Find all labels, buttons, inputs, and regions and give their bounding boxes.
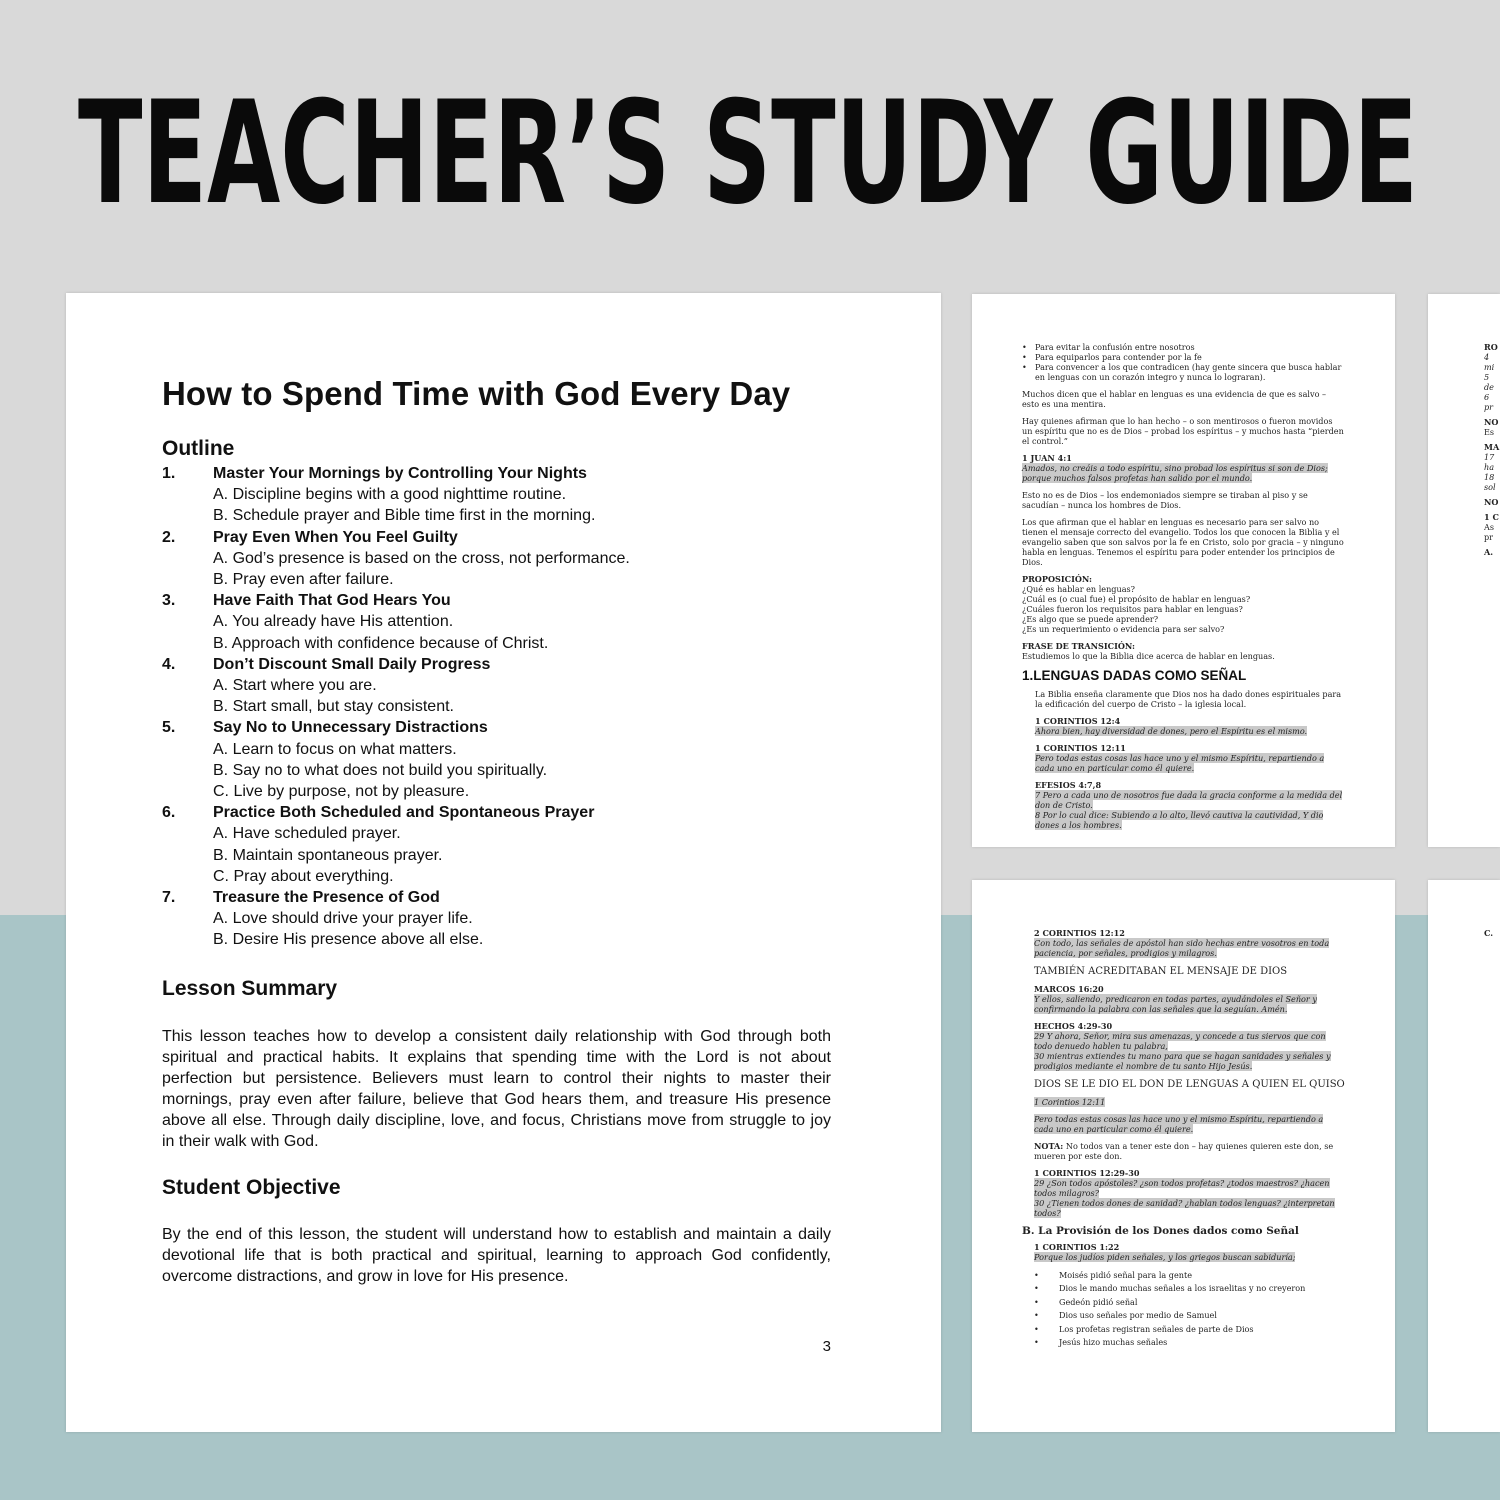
verse-ref: 1 CORINTIOS 1:22 [1034, 1242, 1120, 1252]
outline-item [162, 654, 831, 718]
paragraph: Hay quienes afirman que lo han hecho – o son mentirosos o fueron movidos un espíritu que no es de Dios – probad los espíritus – y muchos hasta “pierden el control.” [1022, 416, 1344, 446]
fragment: de [1484, 382, 1494, 392]
fragment: 17 [1484, 452, 1495, 462]
outline-subitem: A. Learn to focus on what matters. [213, 740, 457, 758]
outline-item-title: Practice Both Scheduled and Spontaneous Prayer [213, 804, 595, 822]
outline-item [162, 802, 831, 887]
outline-number: 6. [162, 804, 176, 822]
verse-text: Porque los judíos piden señales, y los griegos buscan sabiduría; [1034, 1252, 1296, 1262]
fragment: 6 [1484, 392, 1490, 402]
fragment: pr [1484, 402, 1494, 412]
verse-text: Ahora bien, hay diversidad de dones, pero el Espíritu es el mismo. [1035, 726, 1308, 736]
verse-ref: 2 CORINTIOS 12:12 [1034, 928, 1125, 938]
outline-subitem: C. Pray about everything. [213, 867, 394, 885]
outline-item [162, 590, 831, 654]
outline-item-title: Say No to Unnecessary Distractions [213, 719, 488, 737]
verse-text: Pero todas estas cosas las hace uno y el mismo Espíritu, repartiendo a cada uno en particular como él quiere. [1034, 1114, 1324, 1134]
preview-page-4 [1428, 294, 1500, 847]
fragment: mi [1484, 362, 1495, 372]
question: ¿Es algo que se puede aprender? [1022, 614, 1159, 624]
verse-text: 29 Y ahora, Señor, mira sus amenazas, y concede a tus siervos que con todo denuedo hablen tu palabra, [1034, 1031, 1326, 1051]
main-page [66, 293, 941, 1432]
proposition-label: PROPOSICIÓN: [1022, 574, 1093, 584]
transition-text: Estudiemos lo que la Biblia dice acerca de hablar en lenguas. [1022, 651, 1275, 661]
outline-subitem: B. Approach with confidence because of Christ. [213, 634, 549, 652]
summary-text: This lesson teaches how to develop a consistent daily relationship with God through both spiritual and practical habits. It explains that spending time with the Lord is not about perfection but persistence. Believers must learn to control their nights to master their mornings, pray even after failure, believe that God hears them, and treasure His presence above all else. Through daily discipline, love, and focus, Christians move from struggle to joy in their walk with God. [162, 1027, 831, 1150]
outline-heading: Outline [162, 437, 235, 460]
outline-subitem: A. You already have His attention. [213, 613, 454, 631]
outline-subitem: A. Discipline begins with a good nighttime routine. [213, 486, 567, 504]
outline-item [162, 887, 831, 951]
outline-item-title: Don’t Discount Small Daily Progress [213, 655, 491, 673]
list-item: • Jesús hizo muchas señales [1034, 1336, 1345, 1349]
banner-title-text: TEACHER’S STUDY GUIDE [78, 95, 1418, 210]
lesson-title: How to Spend Time with God Every Day [162, 375, 791, 412]
list-item: • Gedeón pidió señal [1034, 1296, 1345, 1309]
fragment: NO [1484, 417, 1499, 427]
verse-ref: MARCOS 16:20 [1034, 984, 1104, 994]
list-item: • Para equiparlos para contender por la fe [1022, 352, 1345, 362]
fragment: 18 [1484, 472, 1495, 482]
list-item: • Moisés pidió señal para la gente [1034, 1269, 1345, 1282]
question: ¿Qué es hablar en lenguas? [1022, 584, 1136, 594]
verse-text: Amados, no creáis a todo espíritu, sino probad los espíritus si son de Dios; porque muchos falsos profetas han salido por el mundo. [1022, 463, 1328, 483]
outline-number: 4. [162, 655, 176, 673]
list-item: • Para convencer a los que contradicen (hay gente sincera que busca hablar en lenguas con un corazón integro y nunca lo lograran). [1022, 362, 1345, 382]
verse-text: 7 Pero a cada uno de nosotros fue dada la gracia conforme a la medida del don de Cristo. [1035, 790, 1343, 810]
bullet-list [1034, 1269, 1345, 1349]
preview-page-5 [1428, 880, 1500, 1432]
outline-item-title: Treasure the Presence of God [213, 889, 440, 907]
outline-subitem: A. Start where you are. [213, 677, 377, 695]
verse-text: 30 mientras extiendes tu mano para que se hagan sanidades y señales y prodigios mediante el nombre de tu santo Hijo Jesús. [1034, 1051, 1331, 1071]
question: ¿Es un requerimiento o evidencia para ser salvo? [1022, 624, 1225, 634]
outline-item-title: Pray Even When You Feel Guilty [213, 528, 458, 546]
fragment: 1 C [1484, 512, 1499, 522]
outline-subitem: B. Schedule prayer and Bible time first in the morning. [213, 507, 596, 525]
outline-subitem: B. Desire His presence above all else. [213, 931, 484, 949]
outline-number: 5. [162, 719, 176, 737]
verse-text: 29 ¿Son todos apóstoles? ¿son todos profetas? ¿todos maestros? ¿hacen todos milagros? [1034, 1178, 1330, 1198]
caption: DIOS SE LE DIO EL DON DE LENGUAS A QUIEN EL QUISO [1034, 1079, 1345, 1090]
question: ¿Cuáles fueron los requisitos para hablar en lenguas? [1022, 604, 1243, 614]
outline-number: 2. [162, 528, 176, 546]
section-heading: 1.LENGUAS DADAS COMO SEÑAL [1022, 668, 1247, 683]
outline-subitem: A. God’s presence is based on the cross, not performance. [213, 549, 630, 567]
paragraph: Los que afirman que el hablar en lenguas es necesario para ser salvo no tienen el mensaje correcto del evangelio. Todos los que conocen la Biblia y el evangelio saben que son salvos por la fe en Cristo, solo por gracia – y ninguno habla en lenguas. Tenemos el espíritu para poder entender los principios de Dios. [1022, 517, 1344, 567]
outline-subitem: A. Have scheduled prayer. [213, 825, 401, 843]
verse-ref: HECHOS 4:29-30 [1034, 1021, 1113, 1031]
fragment: ha [1484, 462, 1495, 472]
paragraph: La Biblia enseña claramente que Dios nos ha dado dones espirituales para la edificación del cuerpo de Cristo – la iglesia local. [1035, 689, 1342, 709]
outline-list [162, 463, 831, 951]
fragment: NO [1484, 497, 1499, 507]
outline-subitem: B. Pray even after failure. [213, 571, 394, 589]
nota-text: No todos van a tener este don – hay quienes quieren este don, se mueren por este don. [1034, 1141, 1334, 1161]
outline-item [162, 463, 831, 527]
paragraph: Esto no es de Dios – los endemoniados siempre se tiraban al piso y se sacudían – nunca los hombres de Dios. [1022, 490, 1308, 510]
fragment: RO [1484, 342, 1498, 352]
verse-text: 30 ¿Tienen todos dones de sanidad? ¿hablan todos lenguas? ¿interpretan todos? [1034, 1198, 1335, 1218]
caption: TAMBIÉN ACREDITABAN EL MENSAJE DE DIOS [1034, 966, 1288, 977]
verse-ref: 1 CORINTIOS 12:4 [1035, 716, 1121, 726]
fragment: 5 [1484, 372, 1490, 382]
bullet-list [1022, 342, 1345, 382]
verse-text: Con todo, las señales de apóstol han sido hechas entre vosotros en toda paciencia, por señales, prodigios y milagros. [1034, 938, 1330, 958]
fragment: A. [1484, 547, 1494, 557]
list-item: • Para evitar la confusión entre nosotros [1022, 342, 1345, 352]
nota-label: NOTA: [1034, 1141, 1064, 1151]
outline-number: 1. [162, 465, 176, 482]
verse-ref: 1 CORINTIOS 12:29-30 [1034, 1168, 1140, 1178]
fragment: As [1484, 522, 1494, 532]
fragment: sol [1484, 482, 1496, 492]
question: ¿Cuál es (o cual fue) el propósito de hablar en lenguas? [1022, 594, 1251, 604]
fragment: Es [1484, 427, 1495, 437]
verse-ref: 1 JUAN 4:1 [1022, 453, 1072, 463]
section-heading: B. La Provisión de los Dones dados como Señal [1022, 1225, 1299, 1237]
preview-page-3 [972, 880, 1395, 1432]
outline-subitem: B. Start small, but stay consistent. [213, 698, 454, 716]
outline-number: 7. [162, 889, 176, 907]
preview-page-2 [972, 294, 1395, 847]
outline-subitem: B. Maintain spontaneous prayer. [213, 846, 443, 864]
objective-text: By the end of this lesson, the student will understand how to establish and maintain a daily devotional life that is both practical and spiritual, learning to approach God confidently, overcome distractions, and grow in love for His presence. [162, 1225, 831, 1285]
outline-item-title: Master Your Mornings by Controlling Your Nights [213, 465, 587, 482]
outline-item [162, 527, 831, 591]
fragment: MA [1484, 442, 1500, 452]
outline-subitem: B. Say no to what does not build you spiritually. [213, 761, 548, 779]
transition-label: FRASE DE TRANSICIÓN: [1022, 641, 1136, 651]
list-item: • Dios uso señales por medio de Samuel [1034, 1309, 1345, 1322]
page-number: 3 [822, 1338, 831, 1355]
verse-text: 8 Por lo cual dice: Subiendo a lo alto, llevó cautiva la cautividad, Y dio dones a los hombres. [1035, 810, 1324, 830]
verse-ref: EFESIOS 4:7,8 [1035, 780, 1102, 790]
verse-text: Pero todas estas cosas las hace uno y el mismo Espíritu, repartiendo a cada uno en particular como él quiere. [1035, 753, 1325, 773]
fragment: C. [1484, 928, 1494, 938]
outline-item [162, 717, 831, 802]
list-item: • Dios le mando muchas señales a los israelitas y no creyeron [1034, 1282, 1345, 1295]
outline-subitem: A. Love should drive your prayer life. [213, 910, 473, 928]
fragment: 4 [1484, 352, 1490, 362]
banner-title [78, 95, 1418, 210]
summary-heading: Lesson Summary [162, 976, 338, 1000]
outline-subitem: C. Live by purpose, not by pleasure. [213, 783, 470, 801]
outline-number: 3. [162, 592, 176, 610]
verse-ref: 1 Corintios 12:11 [1034, 1097, 1106, 1107]
verse-text: Y ellos, saliendo, predicaron en todas partes, ayudándoles el Señor y confirmando la palabra con las señales que la seguían. Amén. [1034, 994, 1317, 1014]
question-list [1022, 584, 1345, 634]
list-item: • Los profetas registran señales de parte de Dios [1034, 1323, 1345, 1336]
fragment: pr [1484, 532, 1494, 542]
objective-heading: Student Objective [162, 1175, 341, 1199]
outline-item-title: Have Faith That God Hears You [213, 592, 451, 610]
verse-ref: 1 CORINTIOS 12:11 [1035, 743, 1126, 753]
paragraph: Muchos dicen que el hablar en lenguas es una evidencia de que es salvo – esto es una mentira. [1022, 389, 1327, 409]
